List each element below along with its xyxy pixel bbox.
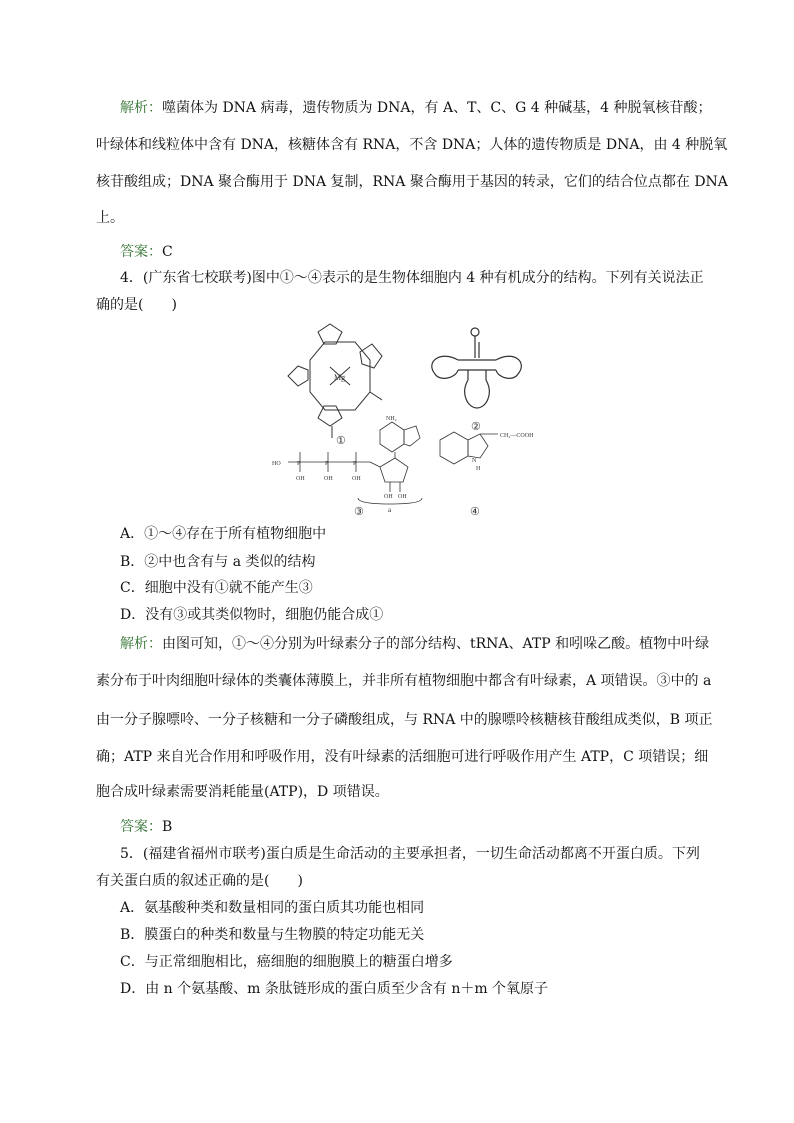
iaa-structure <box>440 432 498 464</box>
atp-ho-label: HO <box>272 461 281 467</box>
q4-explanation-line-5: 胞合成叶绿素需要消耗能量(ATP)，D 项错误。 <box>96 784 389 800</box>
q3-explanation-line-4: 上。 <box>96 210 124 226</box>
q4-answer <box>120 817 722 837</box>
atp-p1-label: P <box>297 461 301 467</box>
q4-option-c: C．细胞中没有①就不能产生③ <box>120 580 313 596</box>
q5-option-c: C．与正常细胞相比，癌细胞的细胞膜上的糖蛋白增多 <box>120 954 453 970</box>
fig3-label: ③ <box>354 505 364 518</box>
fig2-label: ② <box>471 420 481 433</box>
q5-option-d: D．由 n 个氨基酸、m 条肽链形成的蛋白质至少含有 n＋m 个氧原子 <box>120 981 549 997</box>
atp-a-label: a <box>388 506 392 514</box>
mg-label: Mg <box>334 373 346 382</box>
fig4-label: ④ <box>470 505 480 518</box>
q3-explanation-line-3: 核苷酸组成；DNA 聚合酶用于 DNA 复制，RNA 聚合酶用于基因的转录，它们的结合位点都在 DNA <box>96 174 728 190</box>
atp-oh1-label: OH <box>296 476 305 482</box>
q4-explanation-label: 解析： <box>120 636 162 652</box>
q4-answer-value: B <box>162 819 173 835</box>
q4-option-a: A．①～④存在于所有植物细胞中 <box>120 526 327 542</box>
q3-explanation-line-2: 叶绿体和线粒体中含有 DNA，核糖体含有 RNA，不含 DNA；人体的遗传物质是 DNA，由 4 种脱氧 <box>96 137 728 153</box>
iaa-cooh-label: CH₂—COOH <box>500 433 534 439</box>
atp-oh5-label: OH <box>398 494 407 500</box>
iaa-n-label: N <box>472 458 477 464</box>
q4-option-d: D．没有③或其类似物时，细胞仍能合成① <box>120 607 384 623</box>
q3-answer <box>120 242 722 262</box>
atp-oh2-label: OH <box>324 476 333 482</box>
q4-explanation-line-2: 素分布于叶肉细胞叶绿体的类囊体薄膜上，并非所有植物细胞中都含有叶绿素，A 项错误。③中的 a <box>96 673 712 689</box>
atp-oh3-label: OH <box>352 476 361 482</box>
atp-nh2-label: NH₂ <box>386 416 397 422</box>
q5-stem-line-1: 5．(福建省福州市联考)蛋白质是生命活动的主要承担者，一切生命活动都离不开蛋白质。下列 <box>120 846 700 862</box>
q3-explanation-line-1: 解析：噬菌体为 DNA 病毒，遗传物质为 DNA，有 A、T、C、G 4 种碱基，4 种脱氧核苷酸； <box>120 100 712 116</box>
atp-p2-label: P <box>325 461 329 467</box>
fig1-label: ① <box>336 434 346 447</box>
q3-answer-label: 答案： <box>120 244 162 260</box>
q4-explanation-line-1: 解析：由图可知，①～④分别为叶绿素分子的部分结构、tRNA、ATP 和吲哚乙酸。植物中叶绿 <box>120 636 710 652</box>
trna-structure <box>432 328 522 408</box>
q5-option-a: A．氨基酸种类和数量相同的蛋白质其功能也相同 <box>120 900 425 916</box>
q4-stem-line-1: 4．(广东省七校联考)图中①～④表示的是生物体细胞内 4 种有机成分的结构。下列有关说法正 <box>120 270 704 286</box>
q4-structure-figures <box>270 322 534 518</box>
q4-answer-label: 答案： <box>120 819 162 835</box>
iaa-nh-label: H <box>476 466 481 472</box>
q4-explanation-line-4: 确；ATP 来自光合作用和呼吸作用，没有叶绿素的活细胞可进行呼吸作用产生 ATP，C 项错误；细 <box>96 749 709 765</box>
atp-oh4-label: OH <box>384 494 393 500</box>
q4-option-b: B．②中也含有与 a 类似的结构 <box>120 554 316 570</box>
q4-explanation-line-3: 由一分子腺嘌呤、一分子核糖和一分子磷酸组成，与 RNA 中的腺嘌呤核糖核苷酸组成类似，B 项正 <box>96 712 713 728</box>
q3-explanation-label: 解析： <box>120 100 162 116</box>
q3-answer-value: C <box>162 244 173 260</box>
q5-option-b: B．膜蛋白的种类和数量与生物膜的特定功能无关 <box>120 927 425 943</box>
atp-p3-label: P <box>353 461 357 467</box>
q5-stem-line-2: 有关蛋白质的叙述正确的是( ) <box>96 873 303 889</box>
q4-stem-line-2: 确的是( ) <box>96 297 177 313</box>
